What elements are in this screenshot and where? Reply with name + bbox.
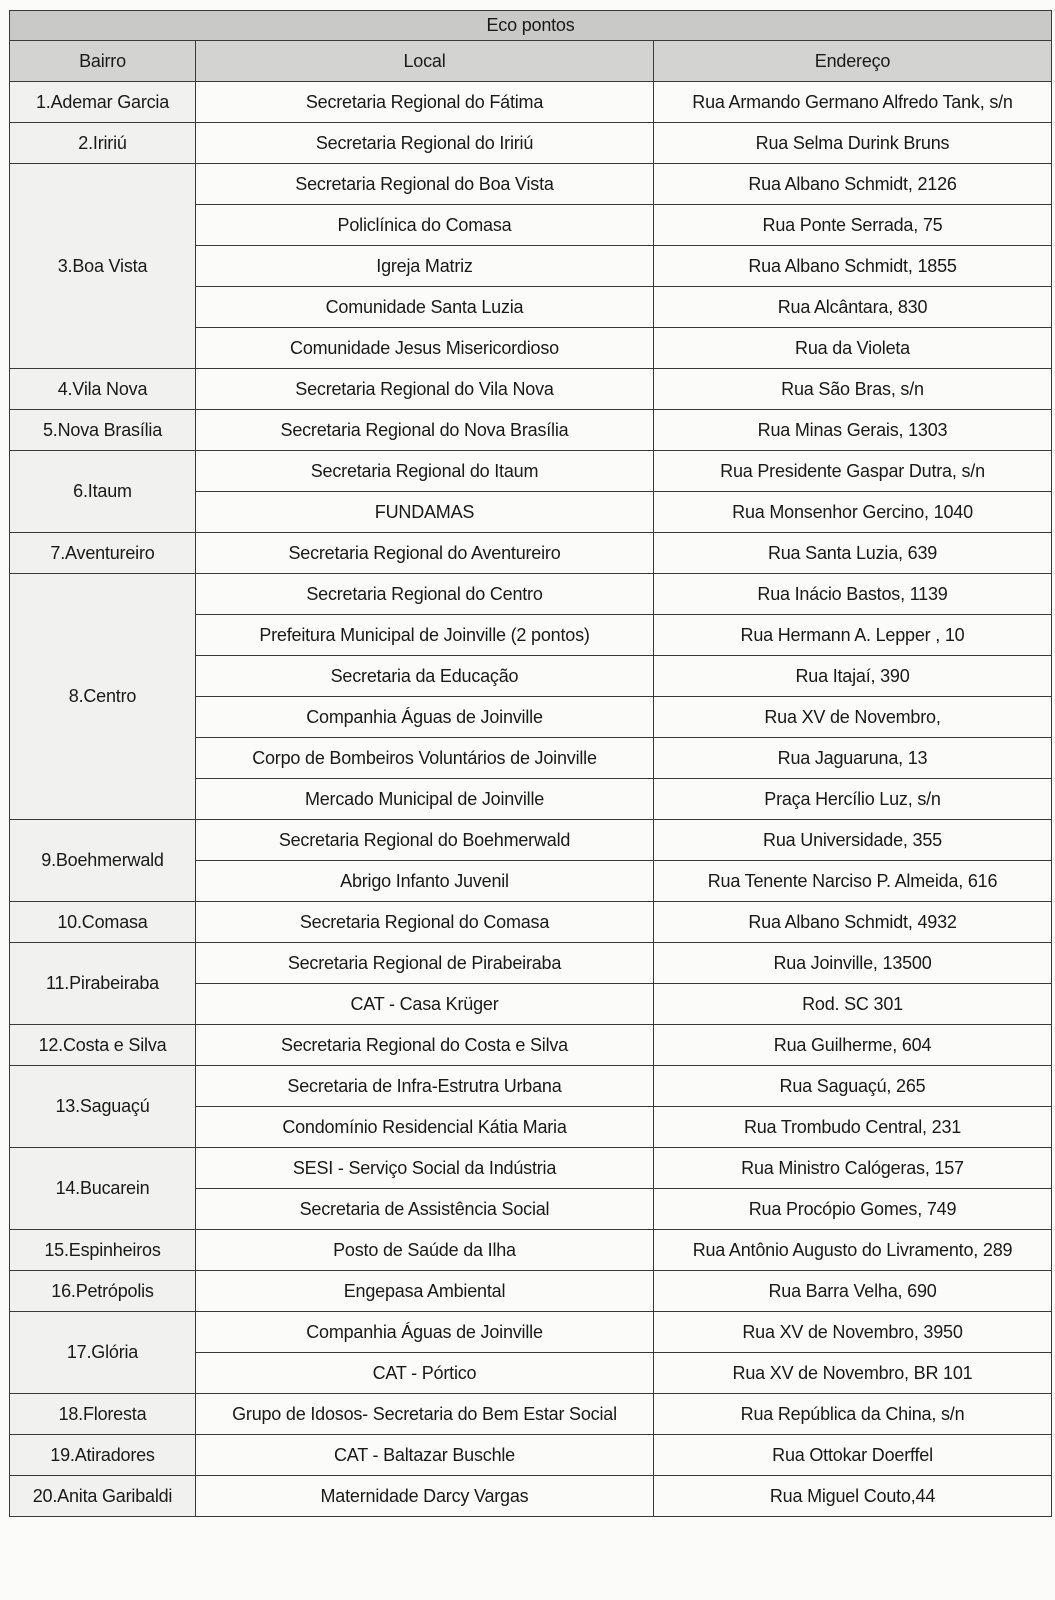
local-cell: Secretaria Regional do Comasa	[196, 902, 654, 943]
endereco-cell: Rua XV de Novembro, BR 101	[654, 1353, 1052, 1394]
local-cell: Posto de Saúde da Ilha	[196, 1230, 654, 1271]
table-row	[10, 1394, 1052, 1435]
table-row	[10, 82, 1052, 123]
table-row	[10, 123, 1052, 164]
bairro-cell: 5.Nova Brasília	[10, 410, 196, 451]
local-cell: Policlínica do Comasa	[196, 205, 654, 246]
local-cell: FUNDAMAS	[196, 492, 654, 533]
bairro-cell: 12.Costa e Silva	[10, 1025, 196, 1066]
table-row	[10, 1025, 1052, 1066]
table-body	[10, 82, 1052, 1517]
table-row	[10, 943, 1052, 984]
local-cell: Secretaria da Educação	[196, 656, 654, 697]
bairro-cell: 16.Petrópolis	[10, 1271, 196, 1312]
endereco-cell: Rua Monsenhor Gercino, 1040	[654, 492, 1052, 533]
local-cell: Mercado Municipal de Joinville	[196, 779, 654, 820]
bairro-cell: 8.Centro	[10, 574, 196, 820]
local-cell: Secretaria Regional do Centro	[196, 574, 654, 615]
local-cell: Secretaria Regional de Pirabeiraba	[196, 943, 654, 984]
endereco-cell: Rua Albano Schmidt, 2126	[654, 164, 1052, 205]
column-header-bairro: Bairro	[10, 41, 196, 82]
local-cell: Secretaria Regional do Itaum	[196, 451, 654, 492]
endereco-cell: Rua República da China, s/n	[654, 1394, 1052, 1435]
local-cell: Secretaria Regional do Aventureiro	[196, 533, 654, 574]
endereco-cell: Rua Antônio Augusto do Livramento, 289	[654, 1230, 1052, 1271]
local-cell: Maternidade Darcy Vargas	[196, 1476, 654, 1517]
endereco-cell: Rua Ottokar Doerffel	[654, 1435, 1052, 1476]
local-cell: Comunidade Santa Luzia	[196, 287, 654, 328]
local-cell: Secretaria Regional do Boa Vista	[196, 164, 654, 205]
table-row	[10, 369, 1052, 410]
endereco-cell: Rua Inácio Bastos, 1139	[654, 574, 1052, 615]
table-row	[10, 410, 1052, 451]
local-cell: Prefeitura Municipal de Joinville (2 pontos)	[196, 615, 654, 656]
bairro-cell: 1.Ademar Garcia	[10, 82, 196, 123]
endereco-cell: Rua Tenente Narciso P. Almeida, 616	[654, 861, 1052, 902]
local-cell: Secretaria Regional do Vila Nova	[196, 369, 654, 410]
endereco-cell: Rua Albano Schmidt, 4932	[654, 902, 1052, 943]
endereco-cell: Rua Saguaçú, 265	[654, 1066, 1052, 1107]
endereco-cell: Rua Santa Luzia, 639	[654, 533, 1052, 574]
endereco-cell: Praça Hercílio Luz, s/n	[654, 779, 1052, 820]
local-cell: CAT - Casa Krüger	[196, 984, 654, 1025]
local-cell: Companhia Águas de Joinville	[196, 697, 654, 738]
local-cell: Grupo de Idosos- Secretaria do Bem Estar Social	[196, 1394, 654, 1435]
table-title-row	[10, 11, 1052, 41]
bairro-cell: 10.Comasa	[10, 902, 196, 943]
endereco-cell: Rua Trombudo Central, 231	[654, 1107, 1052, 1148]
endereco-cell: Rua Presidente Gaspar Dutra, s/n	[654, 451, 1052, 492]
table-row	[10, 1148, 1052, 1189]
endereco-cell: Rua Universidade, 355	[654, 820, 1052, 861]
local-cell: Abrigo Infanto Juvenil	[196, 861, 654, 902]
local-cell: Secretaria Regional do Nova Brasília	[196, 410, 654, 451]
endereco-cell: Rua Hermann A. Lepper , 10	[654, 615, 1052, 656]
endereco-cell: Rua da Violeta	[654, 328, 1052, 369]
table-row	[10, 574, 1052, 615]
endereco-cell: Rua Miguel Couto,44	[654, 1476, 1052, 1517]
endereco-cell: Rod. SC 301	[654, 984, 1052, 1025]
table-title: Eco pontos	[10, 11, 1052, 41]
bairro-cell: 2.Iririú	[10, 123, 196, 164]
table-row	[10, 1435, 1052, 1476]
bairro-cell: 15.Espinheiros	[10, 1230, 196, 1271]
bairro-cell: 6.Itaum	[10, 451, 196, 533]
endereco-cell: Rua São Bras, s/n	[654, 369, 1052, 410]
local-cell: Engepasa Ambiental	[196, 1271, 654, 1312]
local-cell: Comunidade Jesus Misericordioso	[196, 328, 654, 369]
endereco-cell: Rua Jaguaruna, 13	[654, 738, 1052, 779]
bairro-cell: 18.Floresta	[10, 1394, 196, 1435]
local-cell: CAT - Baltazar Buschle	[196, 1435, 654, 1476]
local-cell: Corpo de Bombeiros Voluntários de Joinville	[196, 738, 654, 779]
local-cell: Secretaria Regional do Costa e Silva	[196, 1025, 654, 1066]
table-row	[10, 1271, 1052, 1312]
table-row	[10, 1476, 1052, 1517]
endereco-cell: Rua Selma Durink Bruns	[654, 123, 1052, 164]
endereco-cell: Rua Guilherme, 604	[654, 1025, 1052, 1066]
column-header-endereco: Endereço	[654, 41, 1052, 82]
local-cell: CAT - Pórtico	[196, 1353, 654, 1394]
local-cell: Secretaria de Assistência Social	[196, 1189, 654, 1230]
local-cell: SESI - Serviço Social da Indústria	[196, 1148, 654, 1189]
endereco-cell: Rua XV de Novembro, 3950	[654, 1312, 1052, 1353]
local-cell: Condomínio Residencial Kátia Maria	[196, 1107, 654, 1148]
bairro-cell: 17.Glória	[10, 1312, 196, 1394]
bairro-cell: 14.Bucarein	[10, 1148, 196, 1230]
table-row	[10, 533, 1052, 574]
table-row	[10, 1312, 1052, 1353]
local-cell: Secretaria Regional do Fátima	[196, 82, 654, 123]
table-row	[10, 902, 1052, 943]
endereco-cell: Rua XV de Novembro,	[654, 697, 1052, 738]
bairro-cell: 20.Anita Garibaldi	[10, 1476, 196, 1517]
endereco-cell: Rua Armando Germano Alfredo Tank, s/n	[654, 82, 1052, 123]
bairro-cell: 11.Pirabeiraba	[10, 943, 196, 1025]
table-header-row	[10, 41, 1052, 82]
table-row	[10, 1066, 1052, 1107]
bairro-cell: 3.Boa Vista	[10, 164, 196, 369]
column-header-local: Local	[196, 41, 654, 82]
endereco-cell: Rua Barra Velha, 690	[654, 1271, 1052, 1312]
local-cell: Secretaria de Infra-Estrutra Urbana	[196, 1066, 654, 1107]
table-row	[10, 451, 1052, 492]
bairro-cell: 19.Atiradores	[10, 1435, 196, 1476]
endereco-cell: Rua Minas Gerais, 1303	[654, 410, 1052, 451]
bairro-cell: 13.Saguaçú	[10, 1066, 196, 1148]
eco-pontos-table	[9, 10, 1052, 1517]
bairro-cell: 7.Aventureiro	[10, 533, 196, 574]
endereco-cell: Rua Procópio Gomes, 749	[654, 1189, 1052, 1230]
endereco-cell: Rua Itajaí, 390	[654, 656, 1052, 697]
endereco-cell: Rua Ponte Serrada, 75	[654, 205, 1052, 246]
endereco-cell: Rua Alcântara, 830	[654, 287, 1052, 328]
endereco-cell: Rua Albano Schmidt, 1855	[654, 246, 1052, 287]
local-cell: Companhia Águas de Joinville	[196, 1312, 654, 1353]
local-cell: Secretaria Regional do Boehmerwald	[196, 820, 654, 861]
bairro-cell: 4.Vila Nova	[10, 369, 196, 410]
local-cell: Igreja Matriz	[196, 246, 654, 287]
local-cell: Secretaria Regional do Iririú	[196, 123, 654, 164]
table-row	[10, 164, 1052, 205]
endereco-cell: Rua Ministro Calógeras, 157	[654, 1148, 1052, 1189]
bairro-cell: 9.Boehmerwald	[10, 820, 196, 902]
table-row	[10, 1230, 1052, 1271]
endereco-cell: Rua Joinville, 13500	[654, 943, 1052, 984]
table-row	[10, 820, 1052, 861]
